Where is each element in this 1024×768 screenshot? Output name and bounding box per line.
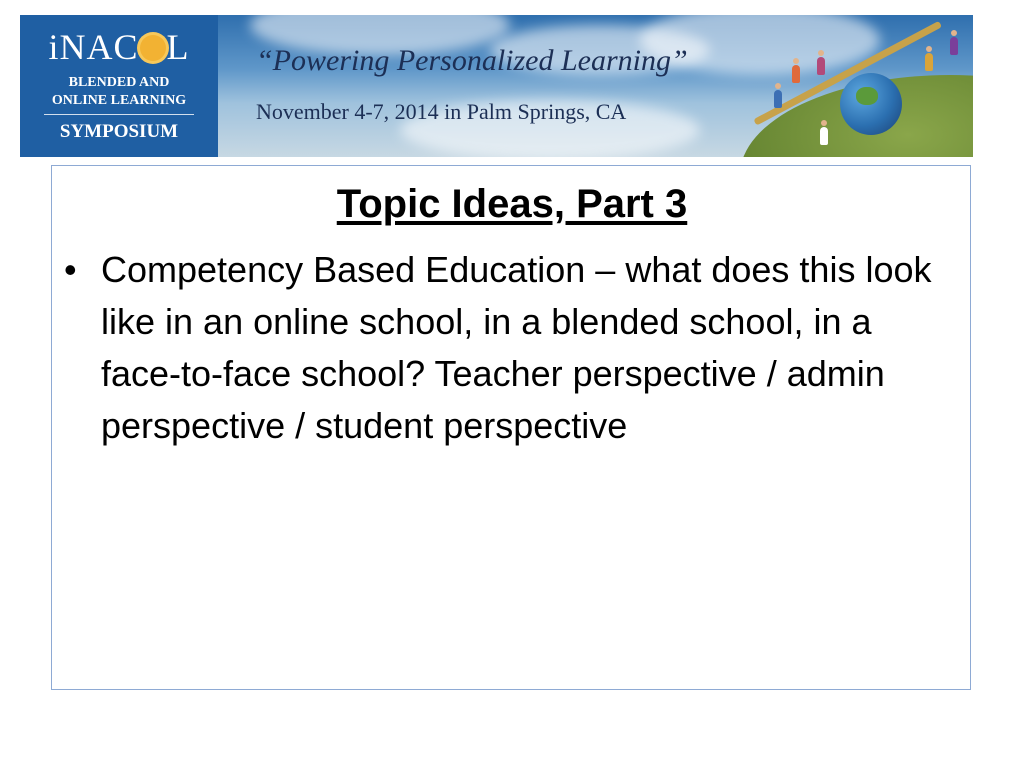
bullet-item [58, 244, 958, 452]
slide-content [51, 165, 971, 690]
slide-title [52, 180, 972, 228]
slide-title-text: Topic Ideas, Part 3 [336, 182, 688, 226]
bullet-text: Competency Based Education – what does this look like in an online school, in a blended school, in a face-to-face school? Teacher perspective / admin perspective / student perspective [101, 249, 932, 446]
child-figure [792, 65, 800, 83]
globe-land [856, 87, 878, 105]
child-figure [774, 90, 782, 108]
bullet-list [58, 244, 958, 452]
child-figure [925, 53, 933, 71]
child-figure [820, 127, 828, 145]
logo-line-blended: BLENDED AND [68, 75, 170, 90]
inacol-logo [20, 15, 218, 157]
logo-line-symposium: SYMPOSIUM [59, 121, 179, 142]
conference-banner [20, 15, 973, 157]
bullet-dot: • [64, 249, 77, 290]
logo-line-online: ONLINE LEARNING [51, 93, 187, 108]
banner-tagline: “Powering Personalized Learning” [256, 44, 688, 77]
child-figure [950, 37, 958, 55]
child-figure [817, 57, 825, 75]
logo-wordmark: iNAC L [48, 27, 190, 67]
logo-divider [44, 114, 194, 115]
banner-event-date: November 4-7, 2014 in Palm Springs, CA [256, 99, 627, 124]
sun-icon [140, 35, 166, 61]
